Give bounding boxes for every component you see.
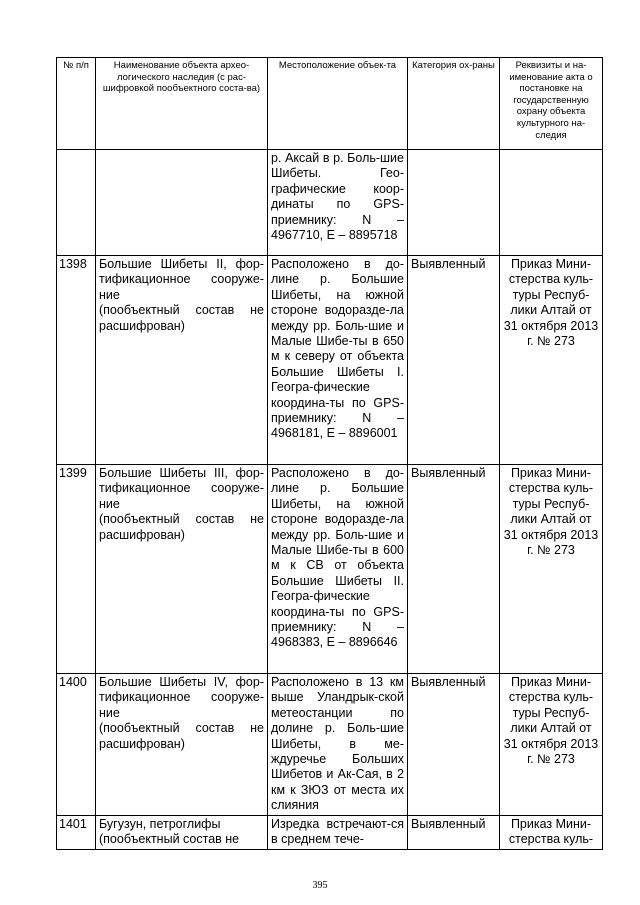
row-category: Выявленный bbox=[408, 256, 500, 465]
row-name-main: Большие Шибеты II, фор-тификационное сооруже-ние bbox=[99, 257, 264, 302]
row-category: Выявленный bbox=[408, 815, 500, 849]
row-name bbox=[96, 674, 268, 816]
page-number: 395 bbox=[312, 880, 328, 891]
row-name-main: Бугузун, петроглифы bbox=[99, 816, 221, 831]
row-name-main: Большие Шибеты III, фор-тификационное сооруже-ние bbox=[99, 466, 264, 511]
row-name bbox=[96, 815, 268, 849]
row-name-sub: (пообъектный состав не bbox=[99, 832, 240, 847]
row-name bbox=[96, 465, 268, 674]
table-row bbox=[57, 256, 603, 465]
row-location: Расположено в до-лине р. Большие Шибеты, на южной стороне водоразде-ла между рр. Боль-шие и Малые Шибе-ты в 650 м к северу от объекта Большие Шибеты I. Геогра-фические координа-ты по GPS-приемнику: N – 4968181, E – 8896001 bbox=[268, 256, 408, 465]
row-name-sub: (пообъектный состав не расшифрован) bbox=[99, 721, 264, 751]
row-location: р. Аксай в р. Боль-шие Шибеты. Гео-графические коор-динаты по GPS-приемнику: N – 4967710, E – 8895718 bbox=[268, 150, 408, 256]
header-requisites: Реквизиты и на-именование акта о постановке на государственную охрану объекта культурного на-следия bbox=[500, 58, 603, 150]
heritage-table bbox=[56, 57, 603, 850]
row-location: Изредка встречают-ся в среднем тече- bbox=[268, 815, 408, 849]
row-requisites: Приказ Мини-стерства куль-туры Респуб-лики Алтай от 31 октября 2013 г. № 273 bbox=[500, 674, 603, 816]
table-row bbox=[57, 674, 603, 816]
header-name: Наименование объекта архео-логического наследия (с рас-шифровкой пообъектного соста-ва) bbox=[96, 58, 268, 150]
row-name bbox=[96, 256, 268, 465]
row-num: 1401 bbox=[57, 815, 96, 849]
row-location: Расположено в до-лине р. Большие Шибеты, на южной стороне водоразде-ла между рр. Боль-шие и Малые Шибе-ты в 600 м к СВ от объекта Большие Шибеты II. Геогра-фические координа-ты по GPS-приемнику: N – 4968383, E – 8896646 bbox=[268, 465, 408, 674]
header-num: № п/п bbox=[57, 58, 96, 150]
row-requisites: Приказ Мини-стерства куль-туры Респуб-лики Алтай от 31 октября 2013 г. № 273 bbox=[500, 465, 603, 674]
table-row bbox=[57, 150, 603, 256]
row-requisites: Приказ Мини-стерства куль- bbox=[500, 815, 603, 849]
row-requisites bbox=[500, 150, 603, 256]
row-name-sub: (пообъектный состав не расшифрован) bbox=[99, 512, 264, 542]
row-location: Расположено в 13 км выше Уландрык-ской метеостанции по долине р. Боль-шие Шибеты, в ме-ждуречье Больших Шибетов и Ак-Сая, в 2 км к ЗЮЗ от места их слияния bbox=[268, 674, 408, 816]
table-row bbox=[57, 465, 603, 674]
header-location: Местоположение объек-та bbox=[268, 58, 408, 150]
row-category bbox=[408, 150, 500, 256]
row-num: 1400 bbox=[57, 674, 96, 816]
row-num: 1398 bbox=[57, 256, 96, 465]
header-category: Категория ох-раны bbox=[408, 58, 500, 150]
row-category: Выявленный bbox=[408, 465, 500, 674]
row-num: 1399 bbox=[57, 465, 96, 674]
row-category: Выявленный bbox=[408, 674, 500, 816]
row-name-sub: (пообъектный состав не расшифрован) bbox=[99, 303, 264, 333]
table-row bbox=[57, 815, 603, 849]
row-name bbox=[96, 150, 268, 256]
row-requisites: Приказ Мини-стерства куль-туры Респуб-лики Алтай от 31 октября 2013 г. № 273 bbox=[500, 256, 603, 465]
table-header-row bbox=[57, 58, 603, 150]
row-name-main: Большие Шибеты IV, фор-тификационное сооруже-ние bbox=[99, 675, 264, 720]
row-num bbox=[57, 150, 96, 256]
